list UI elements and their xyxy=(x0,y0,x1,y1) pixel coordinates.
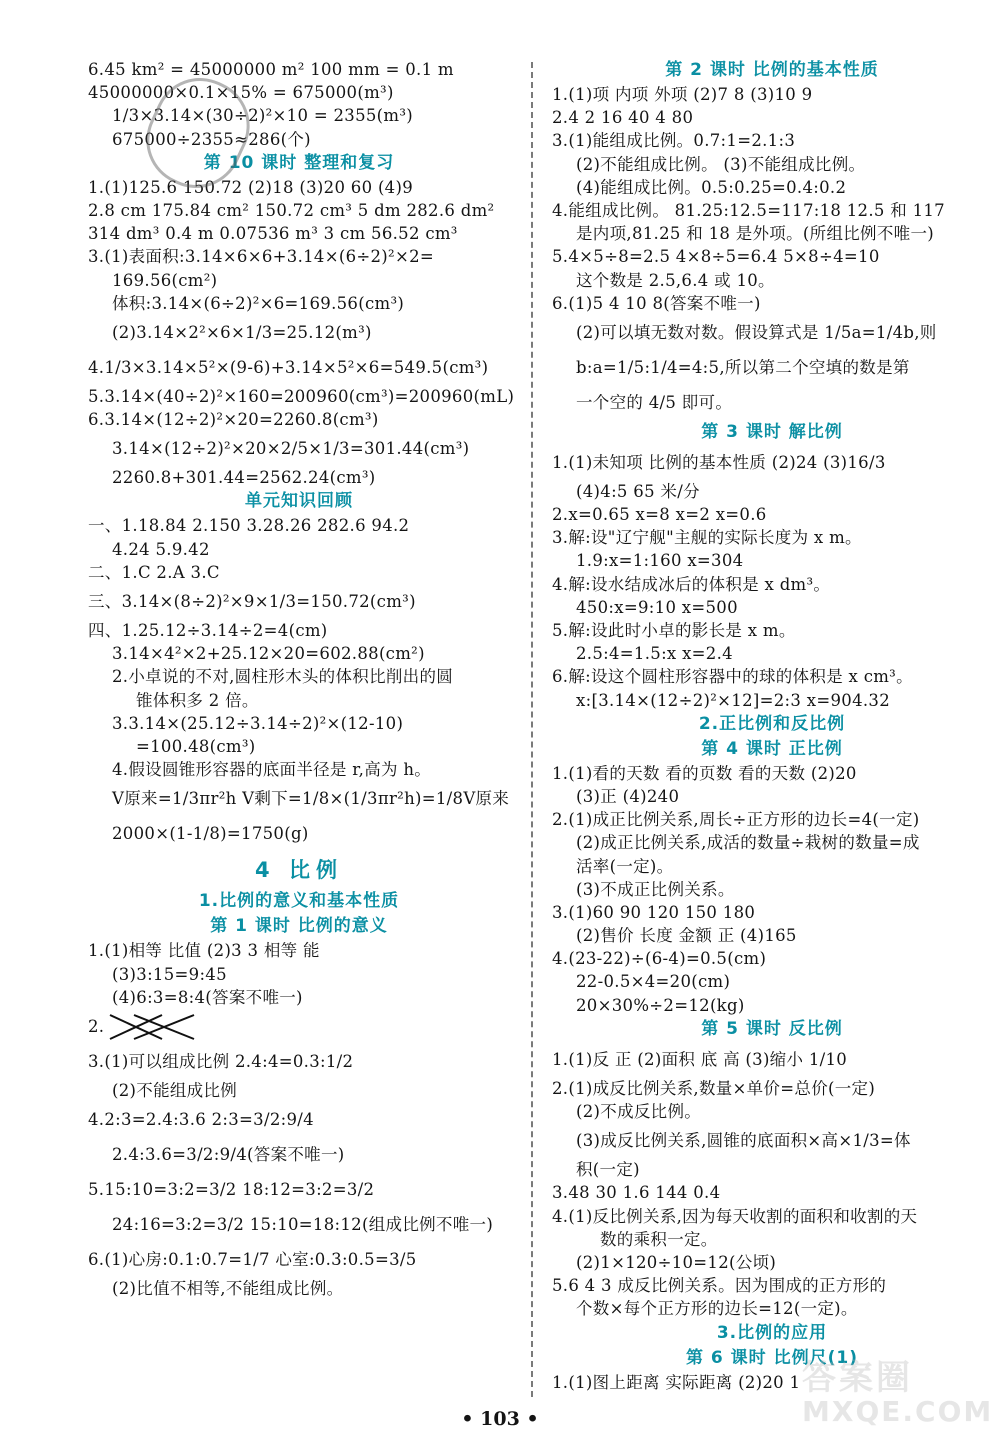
answer-line xyxy=(88,269,510,292)
answer-text: 6.(1)心房:0.1:0.7=1/7 心室:0.3:0.5=3/5 xyxy=(88,1250,417,1270)
answer-text: 2.x=0.65 x=8 x=2 x=0.6 xyxy=(552,505,767,525)
answer-line xyxy=(552,785,992,808)
answer-text: (2)不能组成比例 xyxy=(112,1080,238,1100)
answer-line xyxy=(552,1123,992,1158)
answer-text: 6.45 km² = 45000000 m² 100 mm = 0.1 m xyxy=(88,60,454,79)
answer-text: (3)3:15=9:45 xyxy=(112,964,227,984)
left-column xyxy=(88,58,515,1300)
answer-text: (2)3.14×2²×6×1/3=25.12(m³) xyxy=(112,322,372,342)
watermark-url: MXQE.COM xyxy=(802,1395,994,1428)
answer-line xyxy=(552,222,992,245)
answer-line xyxy=(88,514,510,537)
answer-line xyxy=(88,199,510,222)
answer-text: 积(一定) xyxy=(576,1160,640,1180)
answer-text: (4)4:5 65 米/分 xyxy=(576,481,700,501)
answer-line xyxy=(552,619,992,642)
answer-text: 4.(23-22)÷(6-4)=0.5(cm) xyxy=(552,949,767,969)
answer-line xyxy=(88,665,510,688)
answer-text: 活率(一定)。 xyxy=(576,856,674,876)
answer-text: 锥体积多 2 倍。 xyxy=(136,690,259,710)
answer-text: 个数×每个正方形的边长=12(一定)。 xyxy=(576,1299,858,1319)
section-heading xyxy=(88,889,510,914)
answer-text: 第 3 课时 解比例 xyxy=(701,421,843,442)
section-heading xyxy=(552,1321,992,1346)
answer-line xyxy=(88,758,510,781)
matching-lines-diagram xyxy=(104,1011,200,1043)
answer-text: 4.24 5.9.42 xyxy=(112,539,210,559)
answer-line xyxy=(88,1207,510,1242)
answer-line xyxy=(88,176,510,199)
answer-text: =100.48(cm³) xyxy=(136,736,256,756)
answer-line xyxy=(88,1102,510,1137)
answer-text: 24:16=3:2=3/2 15:10=18:12(组成比例不唯一) xyxy=(112,1215,494,1235)
answer-text: (2)1×120÷10=12(公顷) xyxy=(576,1252,777,1272)
answer-line xyxy=(88,781,510,816)
answer-text: 2.8 cm 175.84 cm² 150.72 cm³ 5 dm 282.6 dm² xyxy=(88,200,495,220)
answer-text: 5.解:设此时小卓的影长是 x m。 xyxy=(552,621,796,640)
answer-line xyxy=(552,385,992,420)
answer-text: 3.(1)表面积:3.14×6×6+3.14×(6÷2)²×2= xyxy=(88,247,435,267)
answer-text: 4.1/3×3.14×5²×(9-6)+3.14×5²×6=549.5(cm³) xyxy=(88,357,489,377)
answer-text: 第 2 课时 比例的基本性质 xyxy=(665,60,879,80)
answer-line xyxy=(552,970,992,993)
section-heading xyxy=(552,1017,992,1042)
answer-line xyxy=(552,596,992,619)
answer-line xyxy=(552,292,992,315)
answer-text: 4.假设圆锥形容器的底面半径是 r,高为 h。 xyxy=(112,760,432,780)
answer-line xyxy=(88,735,510,758)
answer-line xyxy=(88,350,510,385)
answer-line xyxy=(552,994,992,1017)
answer-line xyxy=(552,480,992,503)
answer-line xyxy=(552,245,992,268)
answer-text: 体积:3.14×(6÷2)²×6=169.56(cm³) xyxy=(112,293,405,313)
answer-text: 第 1 课时 比例的意义 xyxy=(210,916,388,937)
section-heading xyxy=(88,489,510,514)
answer-line xyxy=(88,561,510,584)
answer-line xyxy=(552,526,992,549)
answer-line xyxy=(552,1297,992,1320)
watermark-text: 答案圈 xyxy=(802,1358,913,1398)
answer-line xyxy=(552,315,992,350)
answer-line xyxy=(88,431,510,466)
answer-line xyxy=(552,153,992,176)
section-heading xyxy=(552,712,992,737)
answer-line xyxy=(552,176,992,199)
answer-text: 四、1.25.12÷3.14÷2=4(cm) xyxy=(88,621,328,640)
answer-line xyxy=(552,689,992,712)
answer-line xyxy=(552,129,992,152)
answer-line xyxy=(552,878,992,901)
answer-text: 单元知识回顾 xyxy=(245,491,353,512)
answer-text: 1.(1)看的天数 看的页数 看的天数 (2)20 xyxy=(552,763,857,783)
answer-text: (2)比值不相等,不能组成比例。 xyxy=(112,1279,344,1299)
answer-text: 5.15:10=3:2=3/2 18:12=3:2=3/2 xyxy=(88,1180,375,1200)
answer-line xyxy=(88,1079,510,1102)
answer-line xyxy=(552,665,992,688)
answer-text: (2)售价 长度 金额 正 (4)165 xyxy=(576,926,797,946)
answer-line xyxy=(88,315,510,350)
answer-text: 3.14×4²×2+25.12×20=602.88(cm²) xyxy=(112,644,425,664)
answer-text: (2)成正比例关系,成活的数量÷栽树的数量=成 xyxy=(576,833,920,853)
answer-text: 2.小卓说的不对,圆柱形木头的体积比削出的圆 xyxy=(112,667,454,687)
answer-line xyxy=(552,83,992,106)
answer-line xyxy=(552,1042,992,1077)
answer-line xyxy=(552,901,992,924)
answer-line xyxy=(552,1077,992,1100)
answer-text: 1/3×3.14×(30÷2)²×10 = 2355(m³) xyxy=(112,106,414,126)
answer-line xyxy=(88,619,510,642)
answer-line xyxy=(552,855,992,878)
answer-line xyxy=(88,58,510,81)
answer-text: 314 dm³ 0.4 m 0.07536 m³ 3 cm 56.52 cm³ xyxy=(88,224,458,244)
answer-text: 1.(1)项 内项 外项 (2)7 8 (3)10 9 xyxy=(552,85,813,104)
answer-line xyxy=(552,947,992,970)
answer-line xyxy=(88,245,510,268)
answer-text: 4 比例 xyxy=(255,858,343,883)
answer-text: (3)不成正比例关系。 xyxy=(576,879,735,899)
answer-text: 二、1.C 2.A 3.C xyxy=(88,562,220,582)
answer-line xyxy=(88,538,510,561)
column-divider xyxy=(531,62,533,1397)
answer-text: 1.(1)反 正 (2)面积 底 高 (3)缩小 1/10 xyxy=(552,1049,848,1069)
answer-text: 2.5:4=1.5:x x=2.4 xyxy=(576,644,733,664)
answer-line xyxy=(88,385,515,408)
answer-line xyxy=(88,642,510,665)
answer-text: 22-0.5×4=20(cm) xyxy=(576,972,731,992)
answer-line xyxy=(552,503,992,526)
section-heading xyxy=(552,58,992,83)
answer-text: V原来=1/3πr²h V剩下=1/8×(1/3πr²h)=1/8V原来 xyxy=(112,789,510,809)
answer-text: 3.48 30 1.6 144 0.4 xyxy=(552,1183,721,1203)
answer-text: 1.(1)未知项 比例的基本性质 (2)24 (3)16/3 xyxy=(552,452,886,472)
answer-line xyxy=(88,986,510,1009)
answer-text: 20×30%÷2=12(kg) xyxy=(576,995,745,1015)
answer-line xyxy=(88,1172,510,1207)
answer-line xyxy=(88,712,510,735)
answer-text: (3)正 (4)240 xyxy=(576,786,680,806)
answer-text: 第 6 课时 比例尺(1) xyxy=(686,1347,858,1368)
answer-text: 第 4 课时 正比例 xyxy=(701,738,843,759)
answer-text: 4.解:设水结成冰后的体积是 x dm³。 xyxy=(552,574,831,594)
answer-text: 2260.8+301.44=2562.24(cm³) xyxy=(112,468,376,488)
answer-text: 1.(1)图上距离 实际距离 (2)20 1 xyxy=(552,1372,801,1392)
answer-text: (2)可以填无数对数。假设算式是 1/5a=1/4b,则 xyxy=(576,322,937,342)
answer-text: 第 5 课时 反比例 xyxy=(701,1018,843,1039)
answer-text: 3.3.14×(25.12÷3.14÷2)²×(12-10) xyxy=(112,713,404,733)
answer-line xyxy=(552,762,992,785)
answer-text: 2. xyxy=(88,1016,105,1036)
section-heading xyxy=(552,737,992,762)
answer-line xyxy=(552,1205,992,1228)
answer-line xyxy=(88,1137,510,1172)
answer-line xyxy=(552,350,992,385)
answer-text: 3.比例的应用 xyxy=(716,1322,828,1343)
answer-line xyxy=(88,81,510,104)
answer-line xyxy=(552,924,992,947)
answer-line xyxy=(552,1251,992,1274)
section-heading xyxy=(88,851,510,889)
answer-text: 1.9:x=1:160 x=304 xyxy=(576,551,744,571)
answer-line xyxy=(88,584,510,619)
section-heading xyxy=(88,914,510,939)
answer-line xyxy=(552,269,992,292)
answer-text: 5.6 4 3 成反比例关系。因为围成的正方形的 xyxy=(552,1276,887,1296)
answer-text: 数的乘积一定。 xyxy=(600,1229,718,1249)
answer-text: 2.4 2 16 40 4 80 xyxy=(552,108,694,128)
answer-line xyxy=(552,808,992,831)
answer-line xyxy=(552,1158,992,1181)
answer-text: (3)成反比例关系,圆锥的底面积×高×1/3=体 xyxy=(576,1131,911,1151)
answer-text: 这个数是 2.5,6.4 或 10。 xyxy=(576,270,775,290)
answer-text: 2.正比例和反比例 xyxy=(698,713,846,734)
page-number: • 103 • xyxy=(461,1408,539,1430)
answer-line xyxy=(88,1242,510,1277)
section-heading xyxy=(552,420,992,445)
answer-text: 1.(1)相等 比值 (2)3 3 相等 能 xyxy=(88,941,320,961)
answer-text: 三、3.14×(8÷2)²×9×1/3=150.72(cm³) xyxy=(88,592,416,611)
answer-text: 3.(1)能组成比例。0.7:1=2.1:3 xyxy=(552,131,796,151)
answer-text: 2.(1)成正比例关系,周长÷正方形的边长=4(一定) xyxy=(552,810,920,830)
answer-text: 2.(1)成反比例关系,数量×单价=总价(一定) xyxy=(552,1078,876,1098)
answer-line xyxy=(552,106,992,129)
answer-text: 45000000×0.1×15% = 675000(m³) xyxy=(88,83,394,103)
answer-line xyxy=(88,1044,510,1079)
answer-text: 2.4:3.6=3/2:9/4(答案不唯一) xyxy=(112,1145,345,1165)
answer-line xyxy=(88,222,510,245)
answer-line xyxy=(88,939,510,962)
answer-text: 5.4×5÷8=2.5 4×8÷5=6.4 5×8÷4=10 xyxy=(552,247,880,267)
answer-line xyxy=(552,642,992,665)
answer-text: (2)不能组成比例。 (3)不能组成比例。 xyxy=(576,154,866,174)
answer-text: 169.56(cm²) xyxy=(112,270,218,290)
answer-text: (2)不成反比例。 xyxy=(576,1102,702,1121)
answer-line xyxy=(88,466,510,489)
answer-line xyxy=(88,963,510,986)
answer-text: 3.解:设"辽宁舰"主舰的实际长度为 x m。 xyxy=(552,528,862,548)
answer-text: 4.(1)反比例关系,因为每天收割的面积和收割的天 xyxy=(552,1206,918,1226)
answer-text: 1.(1)125.6 150.72 (2)18 (3)20 60 (4)9 xyxy=(88,177,414,197)
answer-text: 一个空的 4/5 即可。 xyxy=(576,392,733,412)
answer-text: 5.3.14×(40÷2)²×160=200960(cm³)=200960(mL) xyxy=(88,386,515,406)
answer-line xyxy=(552,1100,992,1123)
answer-line xyxy=(88,1009,510,1044)
answer-text: 是内项,81.25 和 18 是外项。(所组比例不唯一) xyxy=(576,224,934,244)
answer-text: 675000÷2355≈286(个) xyxy=(112,129,311,149)
answer-line xyxy=(552,1228,992,1251)
answer-line xyxy=(88,689,510,712)
answer-text: 6.解:设这个圆柱形容器中的球的体积是 x cm³。 xyxy=(552,667,913,687)
answer-text: 3.14×(12÷2)²×20×2/5×1/3=301.44(cm³) xyxy=(112,439,470,459)
answer-line xyxy=(552,445,992,480)
answer-text: 6.3.14×(12÷2)²×20=2260.8(cm³) xyxy=(88,410,379,430)
answer-line xyxy=(552,573,992,596)
answer-text: (4)6:3=8:4(答案不唯一) xyxy=(112,987,303,1007)
answer-text: 6.(1)5 4 10 8(答案不唯一) xyxy=(552,293,761,313)
answer-text: 450:x=9:10 x=500 xyxy=(576,597,738,617)
answer-text: 4.能组成比例。 81.25:12.5=117:18 12.5 和 117 xyxy=(552,200,945,220)
answer-line xyxy=(88,1277,510,1300)
answer-text: 第 10 课时 整理和复习 xyxy=(203,152,395,173)
answer-text: b:a=1/5:1/4=4:5,所以第二个空填的数是第 xyxy=(576,357,910,377)
right-column xyxy=(552,58,992,1394)
answer-text: (4)能组成比例。0.5:0.25=0.4:0.2 xyxy=(576,177,847,197)
answer-line xyxy=(552,199,992,222)
answer-line xyxy=(88,408,510,431)
answer-text: 一、1.18.84 2.150 3.28.26 282.6 94.2 xyxy=(88,516,410,536)
answer-line xyxy=(552,1181,992,1204)
answer-line xyxy=(88,816,510,851)
answer-text: 3.(1)可以组成比例 2.4:4=0.3:1/2 xyxy=(88,1051,354,1071)
answer-text: 3.(1)60 90 120 150 180 xyxy=(552,902,756,922)
answer-text: 4.2:3=2.4:3.6 2:3=3/2:9/4 xyxy=(88,1110,314,1130)
answer-text: 1.比例的意义和基本性质 xyxy=(198,891,400,912)
answer-line xyxy=(552,549,992,572)
answer-line xyxy=(88,292,510,315)
watermark-logo xyxy=(802,1350,992,1432)
answer-line xyxy=(552,831,992,854)
answer-text: x:[3.14×(12÷2)²×12]=2:3 x=904.32 xyxy=(576,690,891,710)
answer-line xyxy=(552,1274,992,1297)
answer-text: 2000×(1-1/8)=1750(g) xyxy=(112,824,309,844)
